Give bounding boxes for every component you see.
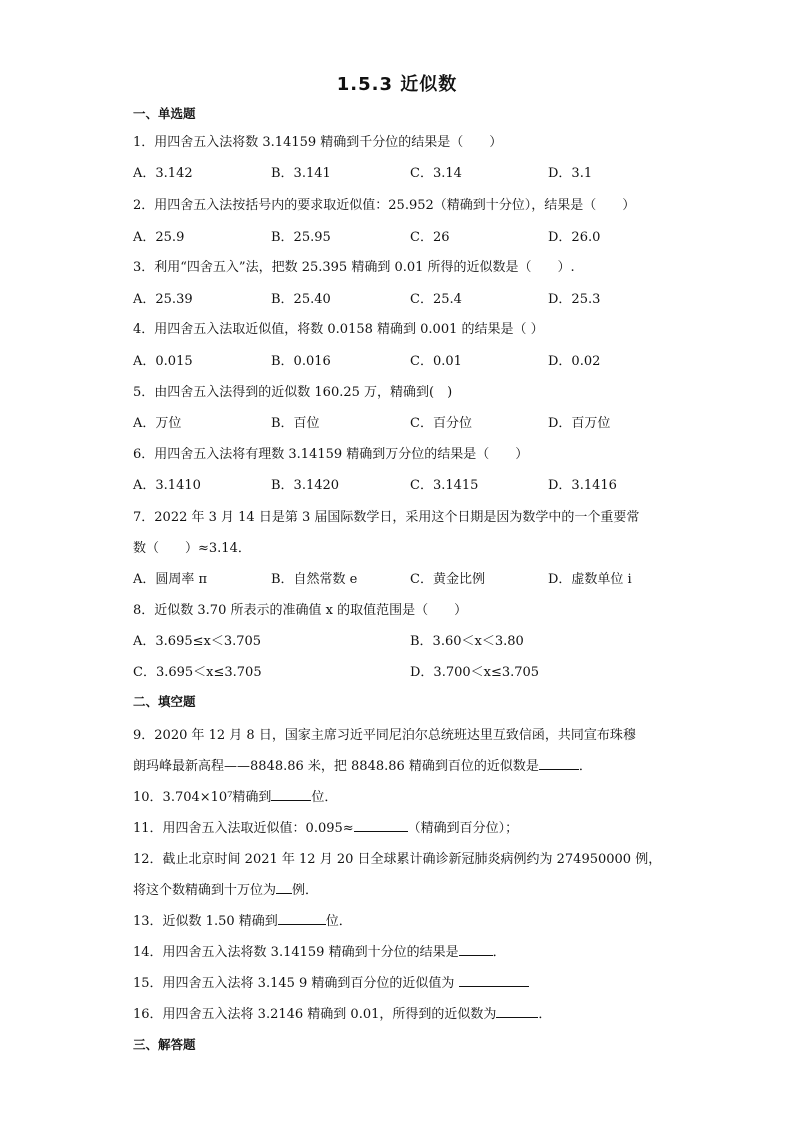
- question-12-text: 将这个数精确到十万位为: [133, 883, 277, 898]
- option-4d: D．0.02: [548, 354, 601, 369]
- question-10-text: 10．3.704×10⁷精确到: [133, 790, 272, 805]
- answer-blank-15[interactable]: [459, 974, 529, 987]
- section-heading-single-choice: 一、单选题: [133, 106, 196, 121]
- question-15-text: 15．用四舍五入法将 3.145 9 精确到百分位的近似值为: [133, 976, 459, 991]
- option-3c: C．25.4: [410, 292, 462, 307]
- option-3a: A．25.39: [133, 292, 193, 307]
- question-5: 5．由四舍五入法得到的近似数 160.25 万，精确到( ): [133, 385, 453, 400]
- question-3: 3．利用“四舍五入”法，把数 25.395 精确到 0.01 所得的近似数是（ ）.: [133, 260, 575, 275]
- option-4b: B．0.016: [271, 354, 331, 369]
- question-11-text: 11．用四舍五入法取近似值：0.095≈: [133, 821, 354, 836]
- option-6c: C．3.1415: [410, 478, 479, 493]
- question-7-line2: 数（ ）≈3.14．: [133, 541, 251, 556]
- answer-blank-11[interactable]: [354, 819, 408, 832]
- question-13-text: 13．近似数 1.50 精确到: [133, 914, 278, 929]
- option-8d: D．3.700＜x≤3.705: [410, 665, 540, 680]
- question-13-end: 位．: [325, 914, 352, 929]
- option-4a: A．0.015: [133, 354, 193, 369]
- question-2: 2．用四舍五入法按括号内的要求取近似值：25.952（精确到十分位），结果是（ ）: [133, 198, 636, 213]
- option-3b: B．25.40: [271, 292, 331, 307]
- option-1d: D．3.1: [548, 166, 593, 181]
- option-5a: A．万位: [133, 416, 182, 431]
- question-16-end: ．: [538, 1007, 552, 1022]
- question-11-end: （精确到百分位）；: [407, 821, 519, 836]
- question-9-end: ．: [578, 759, 592, 774]
- option-5c: C．百分位: [410, 416, 472, 431]
- option-8b: B．3.60＜x＜3.80: [410, 634, 524, 649]
- question-9-text: 朗玛峰最新高程——8848.86 米，把 8848.86 精确到百位的近似数是: [133, 759, 539, 774]
- question-12-line2: [133, 879, 318, 898]
- question-10: [133, 786, 337, 805]
- option-7b: B．自然常数 e: [271, 572, 358, 587]
- option-5b: B．百位: [271, 416, 320, 431]
- question-4: 4．用四舍五入法取近似值，将数 0.0158 精确到 0.001 的结果是（ ）: [133, 322, 544, 337]
- answer-blank-12[interactable]: [276, 881, 292, 894]
- question-13: [133, 910, 352, 929]
- question-11: [133, 817, 518, 836]
- option-3d: D．25.3: [548, 292, 601, 307]
- option-6d: D．3.1416: [548, 478, 617, 493]
- question-9-line1: 9．2020 年 12 月 8 日，国家主席习近平同尼泊尔总统班达里互致信函，共同宣布珠穆: [133, 728, 636, 743]
- answer-blank-13[interactable]: [278, 912, 326, 925]
- question-16-text: 16．用四舍五入法将 3.2146 精确到 0.01，所得到的近似数为: [133, 1007, 497, 1022]
- question-14-text: 14．用四舍五入法将数 3.14159 精确到十分位的结果是: [133, 945, 459, 960]
- option-7d: D．虚数单位 i: [548, 572, 632, 587]
- question-15: [133, 972, 529, 991]
- answer-blank-14[interactable]: [459, 943, 493, 956]
- option-6a: A．3.1410: [133, 478, 201, 493]
- section-heading-fill-blank: 二、填空题: [133, 694, 196, 709]
- option-4c: C．0.01: [410, 354, 462, 369]
- option-1b: B．3.141: [271, 166, 331, 181]
- answer-blank-16[interactable]: [496, 1005, 538, 1018]
- question-12-end: 例．: [292, 883, 319, 898]
- answer-blank-10[interactable]: [271, 788, 311, 801]
- question-6: 6．用四舍五入法将有理数 3.14159 精确到万分位的结果是（ ）: [133, 447, 529, 462]
- answer-blank-9[interactable]: [539, 757, 579, 770]
- option-2a: A．25.9: [133, 230, 185, 245]
- question-8: 8．近似数 3.70 所表示的准确值 x 的取值范围是（ ）: [133, 603, 468, 618]
- option-8c: C．3.695＜x≤3.705: [133, 665, 262, 680]
- question-1: 1．用四舍五入法将数 3.14159 精确到千分位的结果是（ ）: [133, 135, 503, 150]
- question-16: [133, 1003, 551, 1022]
- option-2d: D．26.0: [548, 230, 601, 245]
- option-6b: B．3.1420: [271, 478, 340, 493]
- option-7c: C．黄金比例: [410, 572, 485, 587]
- option-8a: A．3.695≤x＜3.705: [133, 634, 262, 649]
- option-1c: C．3.14: [410, 166, 462, 181]
- option-7a: A．圆周率 π: [133, 572, 208, 587]
- option-5d: D．百万位: [548, 416, 611, 431]
- question-10-end: 位．: [311, 790, 338, 805]
- question-14: [133, 941, 506, 960]
- question-9-line2: [133, 755, 592, 774]
- section-heading-solve: 三、解答题: [133, 1037, 196, 1052]
- option-1a: A．3.142: [133, 166, 193, 181]
- question-14-end: ．: [492, 945, 506, 960]
- option-2c: C．26: [410, 230, 450, 245]
- question-7-line1: 7．2022 年 3 月 14 日是第 3 届国际数学日，采用这个日期是因为数学中的一个重要常: [133, 510, 640, 525]
- question-12-line1: 12．截止北京时间 2021 年 12 月 20 日全球累计确诊新冠肺炎病例约为 274950000 例，: [133, 852, 662, 867]
- option-2b: B．25.95: [271, 230, 331, 245]
- page-title: 1.5.3 近似数: [336, 74, 458, 95]
